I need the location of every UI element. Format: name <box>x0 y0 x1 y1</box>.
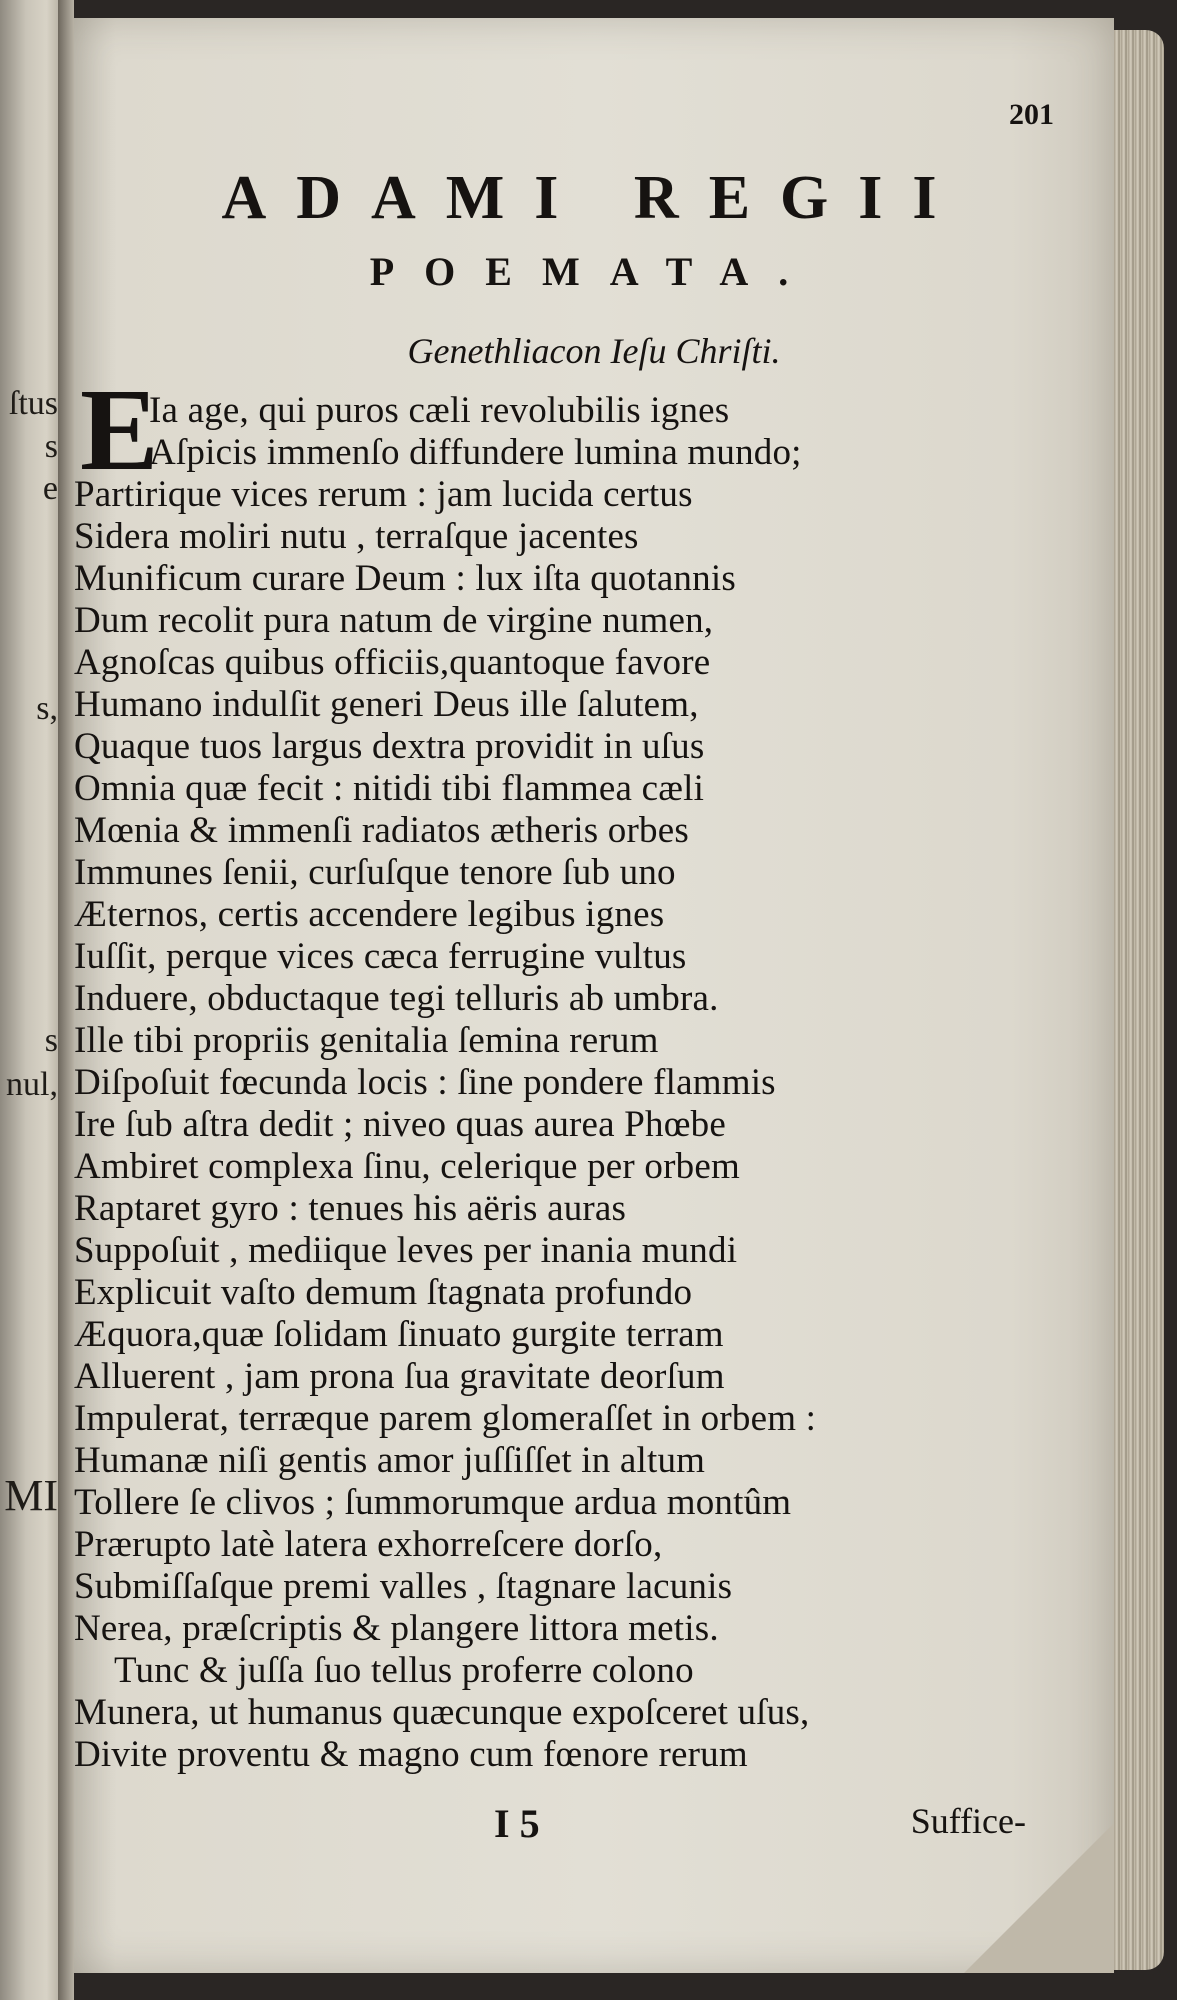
poem-line: Impulerat, terræque parem glomeraſſet in orbem : <box>74 1398 817 1439</box>
poem-line: Diſpoſuit fœcunda locis : ſine pondere flammis <box>74 1062 776 1103</box>
poem-line: Prærupto latè latera exhorreſcere dorſo, <box>74 1524 663 1565</box>
poem-line: Omnia quæ fecit : nitidi tibi flammea cæli <box>74 768 705 809</box>
poem-line: Aſpicis immenſo diffundere lumina mundo; <box>149 432 802 473</box>
left-page-fragment: s <box>44 1022 58 1059</box>
poem-line: Dum recolit pura natum de virgine numen, <box>74 600 714 641</box>
poem-line: Munificum curare Deum : lux iſta quotannis <box>74 558 736 599</box>
poem-line: Ille tibi propriis genitalia ſemina rerum <box>74 1020 659 1061</box>
folded-corner <box>964 1823 1114 1973</box>
poem-line: Humanæ niſi gentis amor juſſiſſet in altum <box>74 1440 706 1481</box>
page-edges <box>1114 30 1164 1970</box>
poem-line: Immunes ſenii, curſuſque tenore ſub uno <box>74 852 676 893</box>
poem-line: Divite proventu & magno cum fœnore rerum <box>74 1734 748 1775</box>
poem-line: Tunc & juſſa ſuo tellus proferre colono <box>114 1650 694 1691</box>
left-page-fragment: e <box>42 470 58 507</box>
left-page-fragment: nul, <box>6 1066 58 1103</box>
page-title: ADAMI REGII <box>221 164 967 232</box>
poem-line: Partirique vices rerum : jam lucida certus <box>74 474 693 515</box>
page-content <box>74 18 1114 1973</box>
poem-line: Induere, obductaque tegi telluris ab umbra. <box>74 978 719 1019</box>
poem-line: Ia age, qui puros cæli revolubilis ignes <box>149 390 730 431</box>
poem-heading: Genethliacon Ieſu Chriſti. <box>407 331 781 371</box>
signature-mark: I 5 <box>494 1801 540 1846</box>
left-page-fragment: s <box>44 428 58 465</box>
book-gutter <box>58 0 74 2000</box>
poem-line: Alluerent , jam prona ſua gravitate deorſum <box>74 1356 725 1397</box>
book-page <box>74 18 1114 1973</box>
poem-line: Ire ſub aſtra dedit ; niveo quas aurea Phœbe <box>74 1104 726 1145</box>
left-page-fragment: s, <box>36 690 58 727</box>
catchword: Suffice- <box>910 1801 1026 1841</box>
poem-line: Æternos, certis accendere legibus ignes <box>74 894 665 935</box>
poem-line: Quaque tuos largus dextra providit in uſus <box>74 726 705 767</box>
poem-line: Iuſſit, perque vices cæca ferrugine vultus <box>74 936 687 977</box>
left-page-fragment: MI <box>4 1471 58 1520</box>
poem-line: Raptaret gyro : tenues his aëris auras <box>74 1188 627 1229</box>
poem-line: Agnoſcas quibus officiis,quantoque favore <box>74 642 711 683</box>
left-page-edge <box>0 0 58 2000</box>
drop-cap: E <box>80 364 159 495</box>
poem-line: Suppoſuit , mediique leves per inania mundi <box>74 1230 738 1271</box>
poem-line: Mœnia & immenſi radiatos ætheris orbes <box>74 810 689 851</box>
poem-line: Nerea, præſcriptis & plangere littora metis. <box>74 1608 719 1649</box>
poem-line: Æquora,quæ ſolidam ſinuato gurgite terram <box>74 1314 724 1355</box>
left-page-fragment: ſtus <box>8 385 58 422</box>
page-number: 201 <box>1009 98 1054 131</box>
poem-line: Ambiret complexa ſinu, celerique per orbem <box>74 1146 740 1187</box>
page-subtitle: POEMATA. <box>369 249 819 294</box>
poem-line: Munera, ut humanus quæcunque expoſceret uſus, <box>74 1692 810 1733</box>
poem-line: Submiſſaſque premi valles , ſtagnare lacunis <box>74 1566 733 1607</box>
poem-line: Tollere ſe clivos ; ſummorumque ardua montûm <box>74 1482 792 1523</box>
poem-line: Explicuit vaſto demum ſtagnata profundo <box>74 1272 693 1313</box>
poem-line: Sidera moliri nutu , terraſque jacentes <box>74 516 639 557</box>
poem-line: Humano indulſit generi Deus ille ſalutem, <box>74 684 699 725</box>
